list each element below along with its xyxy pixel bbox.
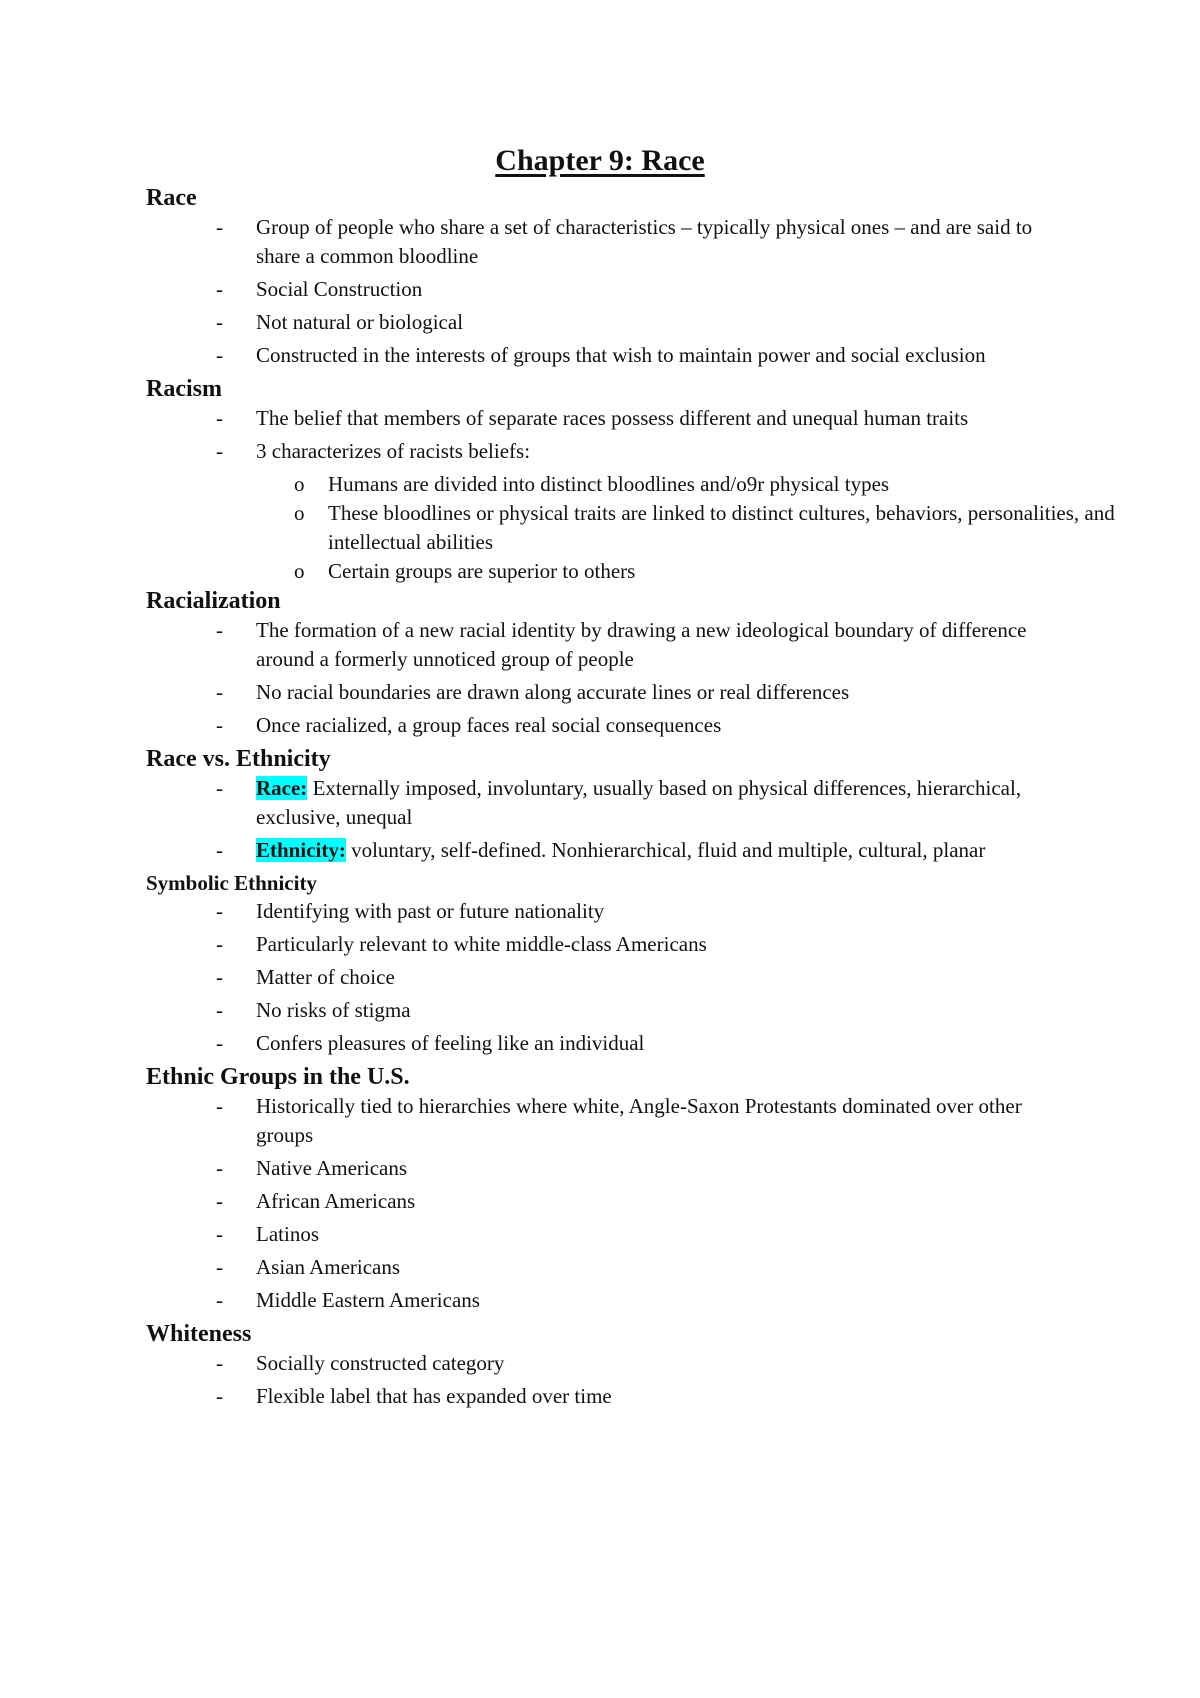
dash-bullet: - [216,713,223,737]
sub-bullet-list [146,470,1115,586]
item-text: Humans are divided into distinct bloodlines and/o9r physical types [328,472,890,496]
section-heading: Racialization [146,588,281,614]
list-item [146,1382,1056,1411]
list-item [146,774,1056,832]
section-heading: Race vs. Ethnicity [146,746,331,772]
section-heading: Whiteness [146,1321,252,1347]
dash-bullet: - [216,838,223,862]
section-racialization [146,586,1066,740]
item-text: Once racialized, a group faces real social consequences [256,713,722,737]
dash-bullet: - [216,998,223,1022]
dash-bullet: - [216,618,223,642]
item-text: Latinos [256,1222,319,1246]
section-racism [146,374,1115,586]
list-item [146,1154,1056,1183]
item-text: Native Americans [256,1156,408,1180]
item-text: The belief that members of separate races possess different and unequal human traits [256,406,969,430]
page-title: Chapter 9: Race [495,144,705,177]
list-item [146,1092,1056,1150]
section-symbolic-ethnicity [146,869,1066,1058]
dash-bullet: - [216,1156,223,1180]
section-ethnic-groups [146,1062,1066,1315]
sub-list-item [146,557,1128,586]
dash-bullet: - [216,1288,223,1312]
list-item [146,1220,1056,1249]
dash-bullet: - [216,310,223,334]
bullet-list [146,897,1066,1058]
dash-bullet: - [216,1222,223,1246]
item-text: Middle Eastern Americans [256,1288,480,1312]
notes-body [146,183,1115,1415]
section-race-vs-ethnicity [146,744,1066,865]
item-text: Externally imposed, involuntary, usually based on physical differences, hierarchical, exclusive, unequal [256,776,1022,829]
item-text: These bloodlines or physical traits are linked to distinct cultures, behaviors, personalities, and intellectual abilities [328,501,1115,554]
item-text: Asian Americans [256,1255,401,1279]
list-item [146,404,1056,433]
item-text: Group of people who share a set of characteristics – typically physical ones – and are said to share a common bloodline [256,215,1033,268]
circle-bullet: o [294,559,305,583]
list-item [146,213,1056,271]
section-heading: Ethnic Groups in the U.S. [146,1064,410,1090]
item-text: No risks of stigma [256,998,411,1022]
list-item [146,836,1056,865]
list-item [146,1286,1056,1315]
dash-bullet: - [216,277,223,301]
item-text: Flexible label that has expanded over time [256,1384,612,1408]
list-item [146,308,1056,337]
item-text: Socially constructed category [256,1351,505,1375]
dash-bullet: - [216,343,223,367]
dash-bullet: - [216,406,223,430]
bullet-list [146,1092,1066,1315]
section-race [146,183,1066,370]
dash-bullet: - [216,1031,223,1055]
dash-bullet: - [216,1094,223,1118]
highlighted-term: Race: [256,776,308,800]
list-item [146,1349,1056,1378]
list-item [146,963,1056,992]
dash-bullet: - [216,439,223,463]
list-item [146,930,1056,959]
circle-bullet: o [294,472,305,496]
sub-list-item [146,499,1128,557]
item-text: Constructed in the interests of groups that wish to maintain power and social exclusion [256,343,986,367]
highlighted-term: Ethnicity: [256,838,346,862]
list-item [146,1187,1056,1216]
dash-bullet: - [216,932,223,956]
list-item [146,616,1056,674]
dash-bullet: - [216,965,223,989]
item-text: Confers pleasures of feeling like an individual [256,1031,645,1055]
list-item [146,1253,1056,1282]
item-text: Not natural or biological [256,310,464,334]
circle-bullet: o [294,501,305,525]
item-text: 3 characterizes of racists beliefs: [256,439,531,463]
bullet-list [146,774,1066,865]
list-item [146,275,1056,304]
item-text: Historically tied to hierarchies where white, Angle-Saxon Protestants dominated over other groups [256,1094,1022,1147]
dash-bullet: - [216,1384,223,1408]
list-item [146,897,1056,926]
bullet-list [146,213,1066,370]
list-item [146,341,1056,370]
item-text: Identifying with past or future nationality [256,899,605,923]
dash-bullet: - [216,215,223,239]
section-heading: Race [146,185,197,211]
section-heading: Symbolic Ethnicity [146,871,317,895]
list-item [146,437,1056,466]
dash-bullet: - [216,776,223,800]
list-item [146,996,1056,1025]
item-text: Particularly relevant to white middle-class Americans [256,932,707,956]
dash-bullet: - [216,1255,223,1279]
item-text: African Americans [256,1189,416,1213]
item-text: No racial boundaries are drawn along accurate lines or real differences [256,680,850,704]
bullet-list [146,404,1066,466]
section-whiteness [146,1319,1066,1411]
dash-bullet: - [216,1351,223,1375]
bullet-list [146,1349,1066,1411]
list-item [146,711,1056,740]
item-text: Social Construction [256,277,423,301]
dash-bullet: - [216,680,223,704]
dash-bullet: - [216,1189,223,1213]
list-item [146,678,1056,707]
item-text: Certain groups are superior to others [328,559,636,583]
bullet-list [146,616,1066,740]
dash-bullet: - [216,899,223,923]
item-text: Matter of choice [256,965,395,989]
list-item [146,1029,1056,1058]
item-text: voluntary, self-defined. Nonhierarchical, fluid and multiple, cultural, planar [345,838,986,862]
sub-list-item [146,470,1128,499]
item-text: The formation of a new racial identity by drawing a new ideological boundary of difference around a formerly unnoticed group of people [256,618,1027,671]
section-heading: Racism [146,376,222,402]
